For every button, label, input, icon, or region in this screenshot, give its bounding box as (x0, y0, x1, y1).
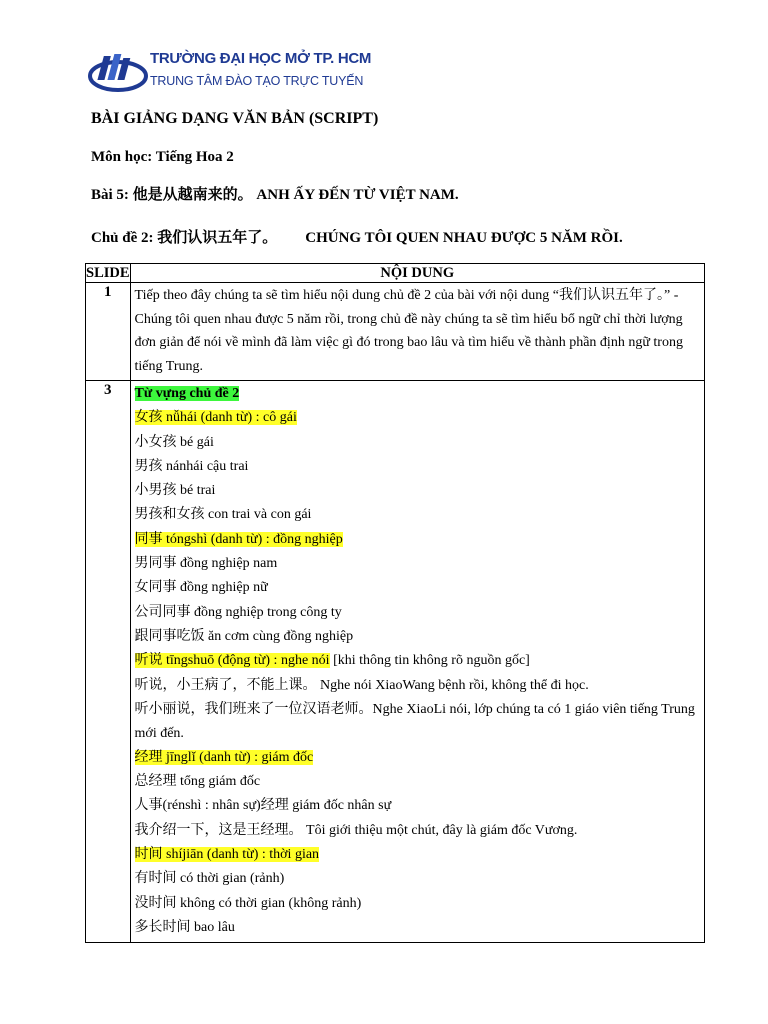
vocab-example: 男孩和女孩 con trai và con gái (134, 507, 312, 523)
vocab-entry: 同事 tóngshì (danh từ) : đồng nghiệp (134, 531, 343, 547)
university-logo (88, 44, 372, 100)
vocab-example: 女同事 đồng nghiệp nữ (134, 580, 268, 596)
topic-line (91, 226, 623, 247)
vocab-example: 听说，小王病了，不能上课。 Nghe nói XiaoWang bệnh rồi, không thể đi học. (134, 677, 589, 693)
vocab-example: 我介绍一下，这是王经理。 Tôi giới thiệu một chút, đây là giám đốc Vương. (134, 822, 578, 838)
vocab-entry-line (135, 649, 700, 673)
document-title: BÀI GIẢNG DẠNG VĂN BẢN (SCRIPT) (91, 110, 379, 127)
vocab-example: 多长时间 bao lâu (134, 919, 235, 935)
vocab-example: 小男孩 bé trai (134, 483, 216, 499)
vocab-example: 跟同事吃饭 ăn cơm cùng đồng nghiệp (134, 628, 354, 644)
script-table (85, 263, 705, 943)
slide-content (130, 381, 704, 943)
book-emblem-icon (88, 48, 148, 98)
vocab-example: 听小丽说，我们班来了一位汉语老师。Nghe XiaoLi nói, lớp chúng ta có 1 giáo viên tiếng Trung mới đến. (134, 701, 695, 741)
topic-chinese: Chủ đề 2: 我们认识五年了。 (91, 230, 278, 246)
logo-center-name: TRUNG TÂM ĐÀO TẠO TRỰC TUYẾN (150, 74, 364, 88)
vocab-entry: 听说 tīngshuō (động từ) : nghe nói (134, 653, 330, 669)
vocab-example: 总经理 tổng giám đốc (134, 774, 261, 790)
vocab-example: 有时间 có thời gian (rảnh) (134, 871, 285, 887)
header-content: NỘI DUNG (130, 264, 704, 283)
vocab-entry: 经理 jīnglǐ (danh từ) : giám đốc (134, 749, 314, 765)
table-row (86, 381, 705, 943)
logo-university-name: TRƯỜNG ĐẠI HỌC MỞ TP. HCM (150, 50, 372, 67)
vocab-example: 没时间 không có thời gian (không rảnh) (134, 895, 362, 911)
table-header-row (86, 264, 705, 283)
intro-paragraph: Tiếp theo đây chúng ta sẽ tìm hiểu nội dung chủ đề 2 của bài với nội dung “我们认识五年了。” - Chúng tôi quen nhau được 5 năm rồi, trong chủ đề này chúng ta sẽ tìm hiểu bổ ngữ chỉ thời lượng đơn giản để nói về mình đã làm việc gì đó trong bao lâu và tìm hiểu về thành phần định ngữ trong tiếng Trung. (134, 288, 683, 374)
vocab-example: 男孩 nánhái cậu trai (134, 458, 249, 474)
slide-number: 1 (86, 283, 131, 381)
lesson-line: Bài 5: 他是从越南来的。 ANH ẤY ĐẾN TỪ VIỆT NAM. (91, 187, 459, 203)
vocab-example: 男同事 đồng nghiệp nam (134, 556, 278, 572)
topic-vietnamese: CHÚNG TÔI QUEN NHAU ĐƯỢC 5 NĂM RỒI. (305, 230, 623, 246)
slide-content (130, 283, 704, 381)
vocab-entry: 时间 shíjiān (danh từ) : thời gian (134, 847, 320, 863)
vocab-example: 人事(rénshì : nhân sự)经理 giám đốc nhân sự (134, 798, 392, 814)
subject-line: Môn học: Tiếng Hoa 2 (91, 149, 234, 165)
header-slide: SLIDE (86, 265, 130, 281)
table-row (86, 283, 705, 381)
vocab-entry: 女孩 nǚhái (danh từ) : cô gái (134, 410, 297, 426)
vocab-note: [khi thông tin không rõ nguồn gốc] (329, 653, 530, 669)
vocab-example: 小女孩 bé gái (134, 434, 214, 450)
vocab-heading: Từ vựng chủ đề 2 (134, 386, 240, 401)
slide-number: 3 (86, 381, 131, 943)
vocab-example: 公司同事 đồng nghiệp trong công ty (134, 604, 342, 620)
